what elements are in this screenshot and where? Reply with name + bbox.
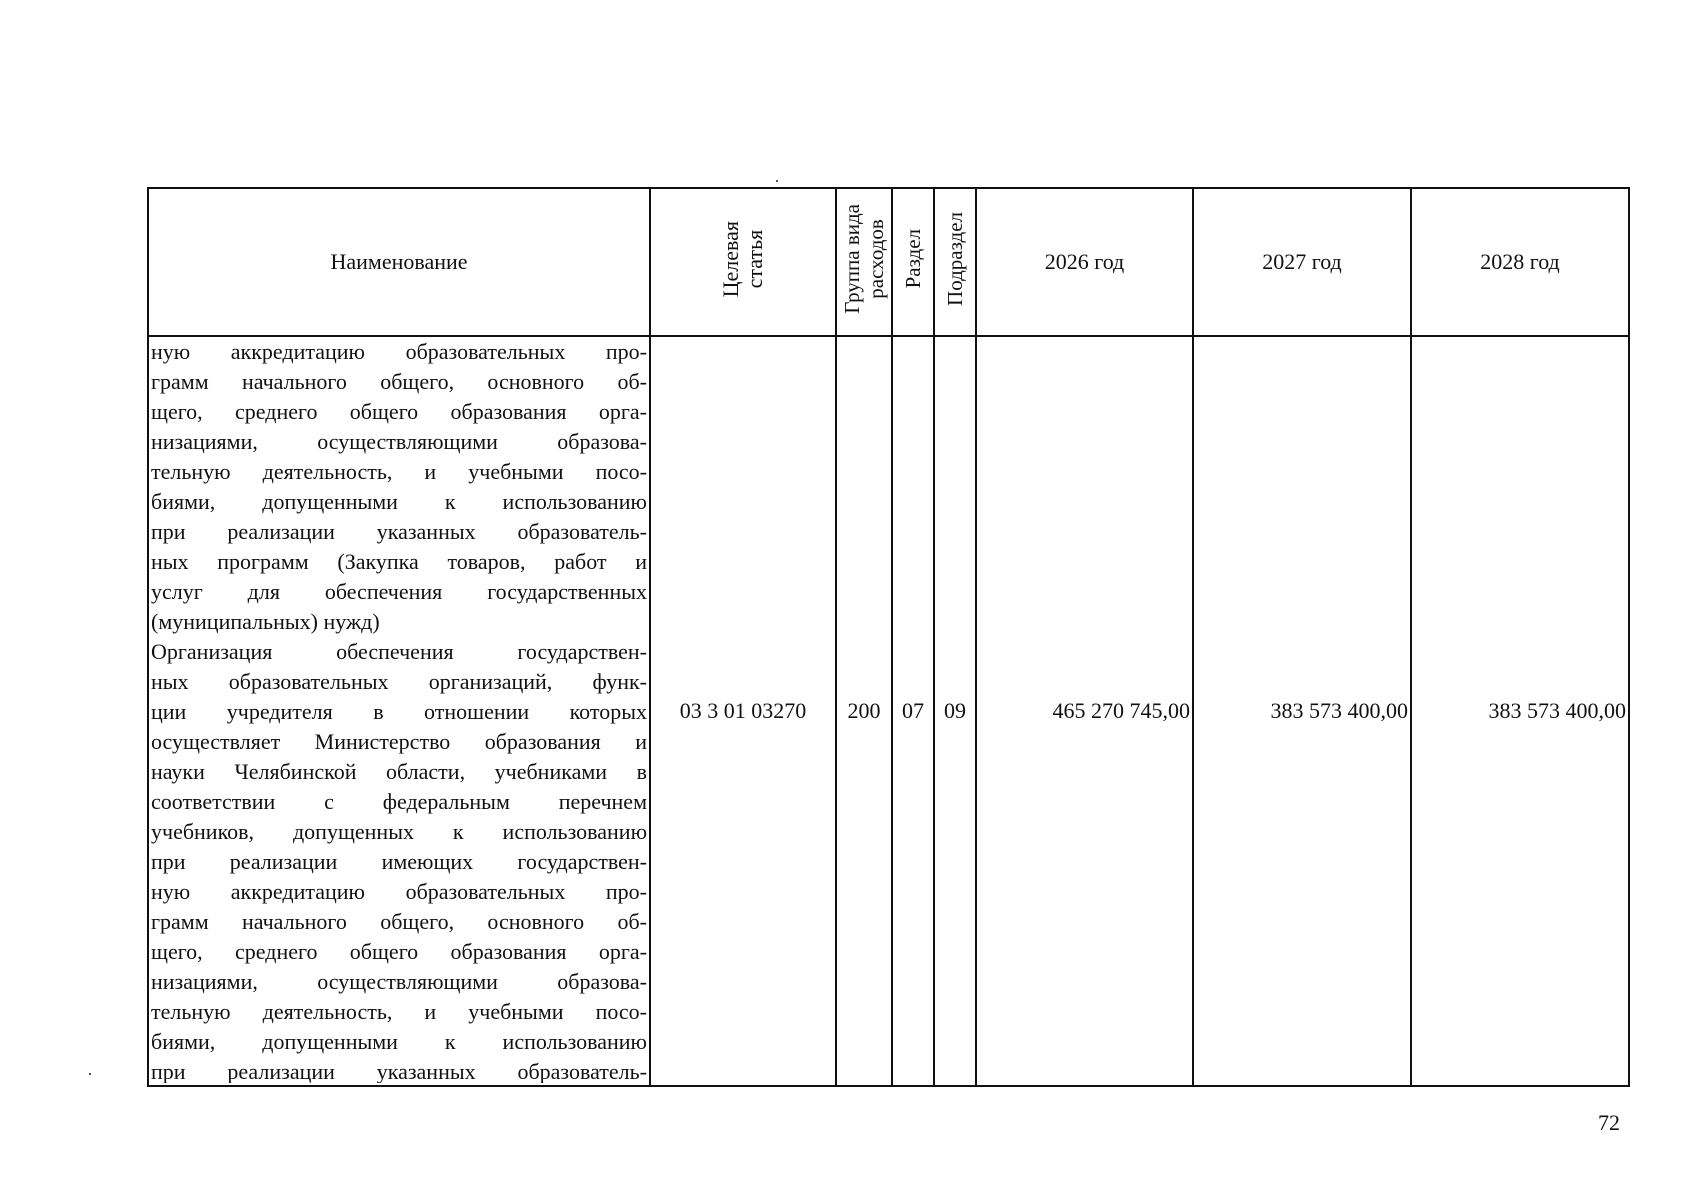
budget-table-container [147,187,1630,1087]
header-expense-group-label: Группа вида расходов [840,204,888,314]
row-name-line: ную аккредитацию образовательных про- [151,339,647,364]
header-subsection-label: Подраздел [943,212,967,306]
header-expense-group [836,188,892,336]
row-amount-2026: 465 270 745,00 [976,336,1193,1086]
row-name-line: ции учредителя в отношении которых [151,699,647,724]
header-year-2026 [976,188,1193,336]
table-header-row [148,188,1629,336]
header-subsection [934,188,976,336]
row-name-line: ных образовательных организаций, функ- [151,669,647,694]
header-year-2027-label: 2027 год [1262,249,1342,274]
row-amount-2028: 383 573 400,00 [1411,336,1629,1086]
row-section: 07 [892,336,934,1086]
row-name-line: щего, среднего общего образования орга- [151,399,647,424]
row-name-line: науки Челябинской области, учебниками в [151,759,647,784]
header-target-article-label: Целевая статья [718,220,767,298]
table-row [148,336,1629,1086]
row-subsection: 09 [934,336,976,1086]
row-name-line: при реализации указанных образователь- [151,519,647,544]
row-name-line: грамм начального общего, основного об- [151,369,647,394]
budget-table [147,187,1630,1087]
header-year-2028-label: 2028 год [1480,249,1560,274]
header-name-label: Наименование [330,249,468,274]
scan-speck [89,1073,91,1075]
header-section [892,188,934,336]
row-name-text [151,337,647,1083]
page-number: 72 [1598,1110,1620,1135]
row-name-line: тельную деятельность, и учебными посо- [151,999,647,1024]
row-name-line: грамм начального общего, основного об- [151,909,647,934]
header-target-article [650,188,836,336]
header-section-label: Раздел [901,229,925,289]
row-name-line: Организация обеспечения государствен- [151,639,647,664]
row-name-line: при реализации указанных образователь- [151,1059,647,1083]
row-name-line: (муниципальных) нужд) [151,609,380,634]
header-year-2028 [1411,188,1629,336]
row-name-line: осуществляет Министерство образования и [151,729,647,754]
header-name [148,188,650,336]
header-year-2027 [1193,188,1411,336]
row-name-line: тельную деятельность, и учебными посо- [151,459,647,484]
row-name-cell [148,336,650,1086]
scan-speck [776,180,778,182]
row-name-line: низациями, осуществляющими образова- [151,969,647,994]
row-name-line: низациями, осуществляющими образова- [151,429,647,454]
row-name-line: биями, допущенными к использованию [151,489,647,514]
header-year-2026-label: 2026 год [1044,249,1125,274]
row-name-line: ных программ (Закупка товаров, работ и [151,549,647,574]
row-name-line: при реализации имеющих государствен- [151,849,647,874]
row-name-line: ную аккредитацию образовательных про- [151,879,647,904]
row-expense-group: 200 [836,336,892,1086]
row-name-line: биями, допущенными к использованию [151,1029,647,1054]
row-name-line: щего, среднего общего образования орга- [151,939,647,964]
row-name-line: услуг для обеспечения государственных [151,579,647,604]
row-name-line: соответствии с федеральным перечнем [151,789,647,814]
row-amount-2027: 383 573 400,00 [1193,336,1411,1086]
row-name-line: учебников, допущенных к использованию [151,819,647,844]
row-target-article: 03 3 01 03270 [650,336,836,1086]
